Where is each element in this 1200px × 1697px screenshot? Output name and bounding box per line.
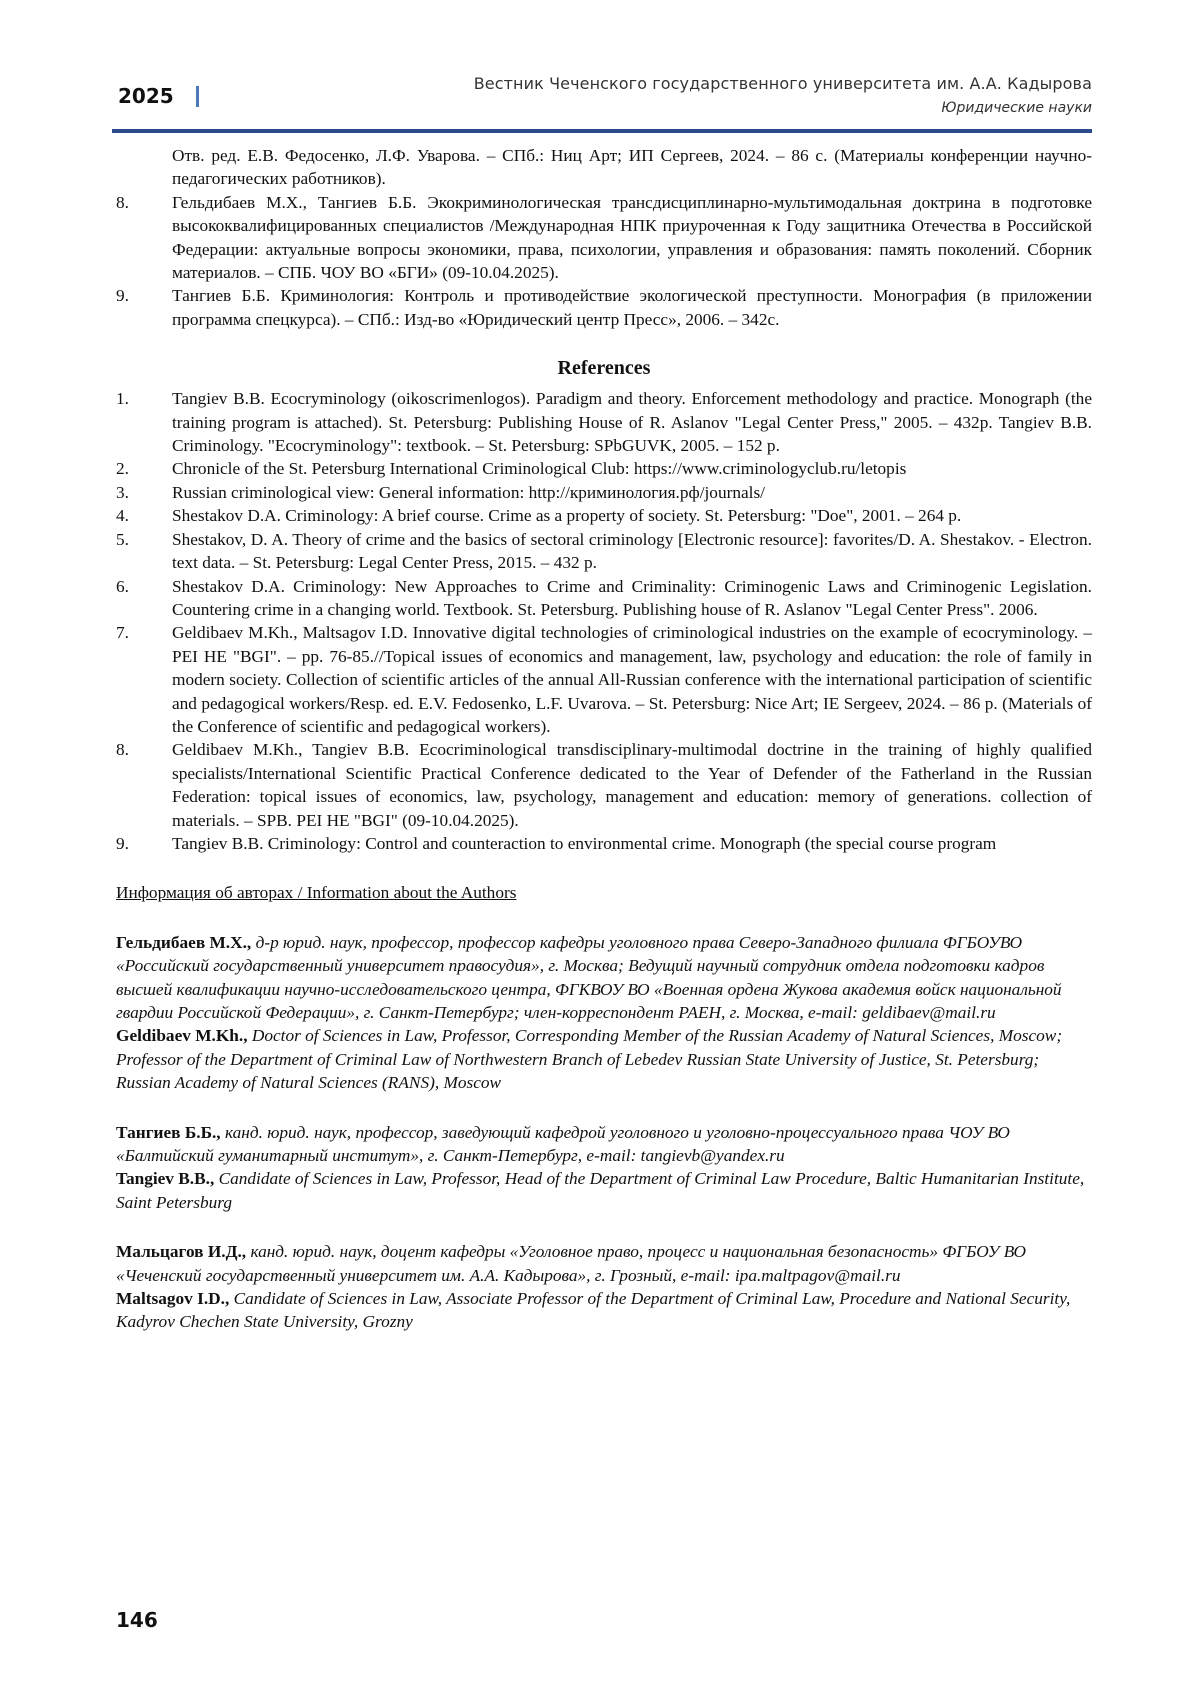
page-number: 146 [116,1608,158,1632]
author-block [116,931,1092,1095]
author-block [116,1240,1092,1334]
author-ru [116,1240,1092,1287]
reference-text: Shestakov, D. A. Theory of crime and the basics of sectoral criminology [Electronic resource]: favorites/D. A. Shestakov. - Electron. text data. – St. Petersburg: Legal Center Press, 2015. – 432 p. [172,528,1092,575]
reference-number: 8. [116,738,172,832]
author-info-en: Candidate of Sciences in Law, Associate Professor of the Department of Criminal Law, Procedure and National Security, Kadyrov Chechen State University, Grozny [116,1289,1070,1331]
list-item [116,481,1092,504]
reference-text: Geldibaev M.Kh., Maltsagov I.D. Innovative digital technologies of criminological industries on the example of ecocryminology. – PEI HE "BGI". – pp. 76-85.//Topical issues of economics and management, law, psychology and education: the role of family in modern society. Collection of scientific articles of the annual All-Russian conference with the international participation of scientific and pedagogical workers/Resp. ed. E.V. Fedosenko, L.F. Uvarova. – St. Petersburg: Nice Art; IE Sergeev, 2024. – 86 p. (Materials of the Conference of scientific and pedagogical workers). [172,621,1092,738]
reference-text: Chronicle of the St. Petersburg International Criminological Club: https://www.criminologyclub.ru/letopis [172,457,1092,480]
author-ru [116,931,1092,1025]
page-header [0,0,1200,140]
list-item [116,457,1092,480]
english-reference-list [116,387,1092,855]
page-content [116,144,1092,1334]
author-en [116,1287,1092,1334]
reference-number: 1. [116,387,172,457]
reference-text: Tangiev B.B. Ecocryminology (oikoscrimenlogos). Paradigm and theory. Enforcement methodology and practice. Monograph (the training program is attached). St. Petersburg: Publishing House of R. Aslanov "Legal Center Press," 2005. – 432p. Tangiev B.B. Criminology. "Ecocryminology": textbook. – St. Petersburg: SPbGUVK, 2005. – 152 p. [172,387,1092,457]
reference-text: Гельдибаев М.Х., Тангиев Б.Б. Экокриминологическая трансдисциплинарно-мультимодальная доктрина в подготовке высококвалифицированных специалистов /Международная НПК приуроченная к Году защитника Отечества в Российской Федерации: актуальные вопросы экономики, права, психологии, управления и образования: память поколений. Сборник материалов. – СПБ. ЧОУ ВО «БГИ» (09-10.04.2025). [172,191,1092,285]
list-item [116,191,1092,285]
author-info-ru: д-р юрид. наук, профессор, профессор кафедры уголовного права Северо-Западного филиала ФГБОУВО «Российский государственный университет правосудия», г. Москва; Ведущий научный сотрудник отдела подготовки кадров высшей квалификации научно-исследовательского центра, ФГКВОУ ВО «Военная ордена Жукова академия войск национальной гвардии Российской Федерации», г. Санкт-Петербург; член-корреспондент РАЕН, г. Москва, e-mail: geldibaev@mail.ru [116,933,1062,1022]
reference-number: 9. [116,284,172,331]
reference-text: Shestakov D.A. Criminology: A brief course. Crime as a property of society. St. Petersburg: "Doe", 2001. – 264 p. [172,504,1092,527]
reference-text: Tangiev B.B. Criminology: Control and counteraction to environmental crime. Monograph (the special course program [172,832,1092,855]
header-rule [112,129,1092,133]
author-name-en: Maltsagov I.D., [116,1289,229,1308]
reference-number: 2. [116,457,172,480]
reference-number: 4. [116,504,172,527]
list-item [116,528,1092,575]
references-heading: References [116,355,1092,381]
journal-section: Юридические науки [941,100,1092,116]
author-en [116,1167,1092,1214]
reference-number: 3. [116,481,172,504]
header-year: 2025 [118,84,174,108]
list-item [116,832,1092,855]
list-item [116,284,1092,331]
author-name-ru: Тангиев Б.Б., [116,1123,221,1142]
reference-continuation: Отв. ред. Е.В. Федосенко, Л.Ф. Уварова. – СПб.: Ниц Арт; ИП Сергеев, 2024. – 86 с. (Материалы конференции научно-педагогических работников). [116,144,1092,191]
journal-title: Вестник Чеченского государственного университета им. А.А. Кадырова [474,74,1092,93]
author-name-ru: Гельдибаев М.Х., [116,933,251,952]
author-block [116,1121,1092,1215]
author-ru [116,1121,1092,1168]
list-item [116,621,1092,738]
reference-number: 9. [116,832,172,855]
reference-number: 6. [116,575,172,622]
author-en [116,1024,1092,1094]
reference-number: 5. [116,528,172,575]
author-name-en: Tangiev B.B., [116,1169,214,1188]
list-item [116,738,1092,832]
list-item [116,575,1092,622]
reference-text: Geldibaev M.Kh., Tangiev B.B. Ecocriminological transdisciplinary-multimodal doctrine in the training of highly qualified specialists/International Scientific Practical Conference dedicated to the Year of Defender of the Fatherland in the Russian Federation: topical issues of economics, law, psychology, management and education: memory of generations. collection of materials. – SPB. PEI HE "BGI" (09-10.04.2025). [172,738,1092,832]
reference-text: Russian criminological view: General information: http://криминология.рф/journals/ [172,481,1092,504]
header-divider-bar [196,86,199,107]
author-name-en: Geldibaev M.Kh., [116,1026,248,1045]
author-info-ru: канд. юрид. наук, доцент кафедры «Уголовное право, процесс и национальная безопасность» ФГБОУ ВО «Чеченский государственный университет им. А.А. Кадырова», г. Грозный, e-mail: ipa.maltpagov@mail.ru [116,1242,1026,1284]
list-item [116,504,1092,527]
reference-number: 8. [116,191,172,285]
russian-reference-list [116,191,1092,331]
authors-heading: Информация об авторах / Information about the Authors [116,881,1092,904]
list-item [116,387,1092,457]
reference-text: Тангиев Б.Б. Криминология: Контроль и противодействие экологической преступности. Монография (в приложении программа спецкурса). – СПб.: Изд-во «Юридический центр Пресс», 2006. – 342с. [172,284,1092,331]
author-info-ru: канд. юрид. наук, профессор, заведующий кафедрой уголовного и уголовно-процессуального права ЧОУ ВО «Балтийский гуманитарный институт», г. Санкт-Петербург, e-mail: tangievb@yandex.ru [116,1123,1010,1165]
reference-number: 7. [116,621,172,738]
author-info-en: Candidate of Sciences in Law, Professor, Head of the Department of Criminal Law Procedure, Baltic Humanitarian Institute, Saint Petersburg [116,1169,1084,1211]
author-name-ru: Мальцагов И.Д., [116,1242,246,1261]
reference-text: Shestakov D.A. Criminology: New Approaches to Crime and Criminality: Criminogenic Laws and Criminogenic Legislation. Countering crime in a changing world. Textbook. St. Petersburg. Publishing house of R. Aslanov "Legal Center Press". 2006. [172,575,1092,622]
author-info-en: Doctor of Sciences in Law, Professor, Corresponding Member of the Russian Academy of Natural Sciences, Moscow; Professor of the Department of Criminal Law of Northwestern Branch of Lebedev Russian State University of Justice, St. Petersburg; Russian Academy of Natural Sciences (RANS), Moscow [116,1026,1062,1092]
